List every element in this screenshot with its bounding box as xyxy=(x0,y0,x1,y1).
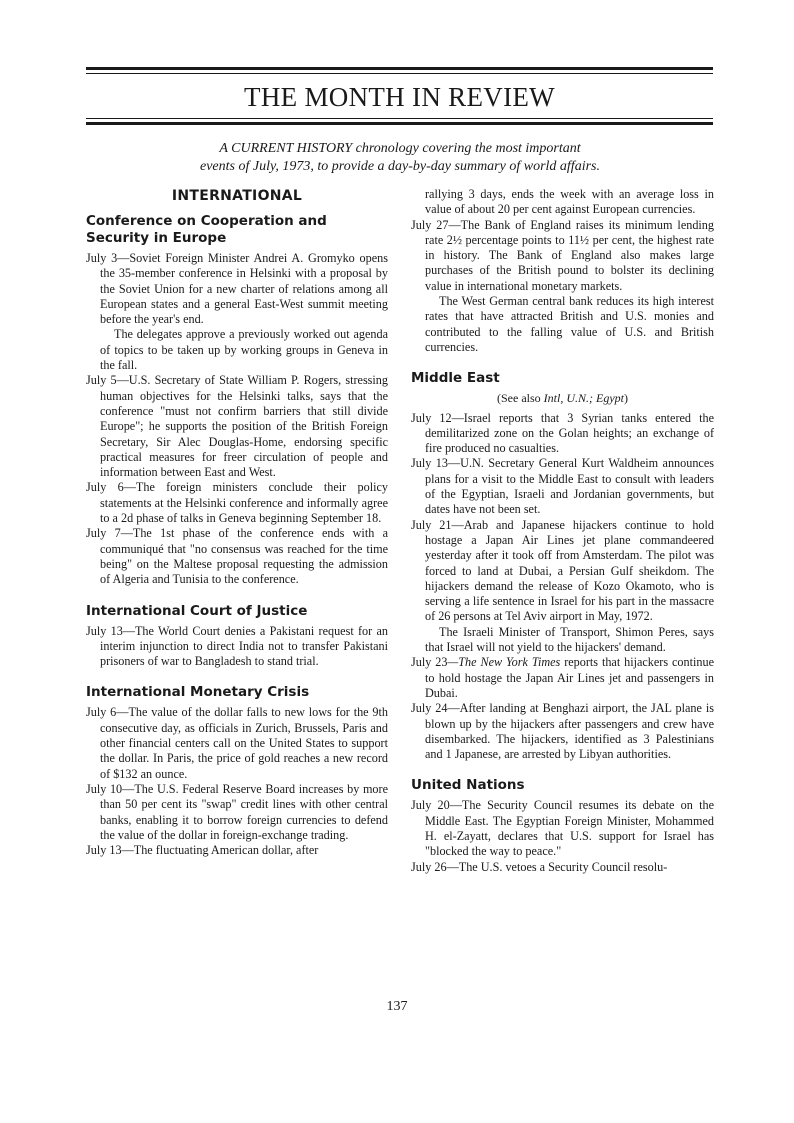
entry-date: July 12 xyxy=(411,410,452,425)
entry-middle-east-july-23 xyxy=(411,655,714,701)
entry-text: —U.S. Secretary of State William P. Rogers, stressing human objectives for the Helsinki talks, says that the conference "must not confirm barriers that still divide Europe"; he supports the position of the British Foreign Secretary, Sir Alec Douglas-Home, endorsing specific practical measures for freer circulation of people and information between East and West. xyxy=(100,373,388,480)
see-also-note xyxy=(411,391,714,406)
entry-monetary-july-6 xyxy=(86,705,388,781)
entry-date: July 27 xyxy=(411,217,449,232)
entry-text: —The World Court denies a Pakistani request for an interim injunction to direct India not to transfer Pakistani prisoners of war to Bangladesh to stand trial. xyxy=(100,623,388,669)
section-title-international: INTERNATIONAL xyxy=(171,188,303,204)
page-number: 137 xyxy=(386,999,408,1014)
entry-text: reports that hijackers continue to hold hostage the Japan Air Lines jet and passengers in Dubai. xyxy=(425,655,714,700)
heading-court: International Court of Justice xyxy=(86,602,308,619)
entry-text: —After landing at Benghazi airport, the JAL plane is blown up by the hijackers after passengers and crew have disembarked. The hijackers, identified as 3 Palestinians and 1 Japanese, are arrested by Libyan authorities. xyxy=(425,701,714,762)
entry-conference-july-6 xyxy=(86,480,388,526)
entry-monetary-july-13 xyxy=(86,843,388,858)
entry-text: —Israel reports that 3 Syrian tanks entered the demilitarized zone on the Golan heights; an exchange of fire produced no casualties. xyxy=(425,410,714,456)
entry-un-july-26 xyxy=(411,860,714,875)
entry-text: —Arab and Japanese hijackers continue to hold hostage a Japan Air Lines jet plane commandeered yesterday after it took off from Amsterdam. The pilot was forced to land at Dubai, a Persian Gulf sheikdom. The hijackers demand the release of Kozo Okamoto, who is serving a life sentence in Israel for his part in the massacre of 26 persons at Tel Aviv airport in May, 1972. xyxy=(425,517,714,624)
entry-text: —The Security Council resumes its debate on the Middle East. The Egyptian Foreign Minister, Mohammed H. el-Zayatt, declares that U.S. support for Israel has "blocked the way to peace." xyxy=(425,798,714,859)
entry-conference-july-3 xyxy=(86,251,388,327)
entry-text: —The foreign ministers conclude their policy statements at the Helsinki conference and informally agree to a 2d phase of talks in Geneva beginning September 18. xyxy=(100,480,388,526)
heading-conference: Conference on Cooperation and Security in Europe xyxy=(86,213,327,246)
entry-middle-east-july-21-continued: The Israeli Minister of Transport, Shimon Peres, says that Israel will not yield to the hijackers' demand. xyxy=(425,624,714,655)
entry-text: —The value of the dollar falls to new lows for the 9th consecutive day, as officials in Zurich, Brussels, Paris and other financial centers call on the United States to support the dollar. In Paris, the price of gold reaches a new record of $132 an ounce. xyxy=(100,705,388,781)
entry-conference-july-3-continued: The delegates approve a previously worked out agenda of topics to be taken up by working groups in Geneva in the fall. xyxy=(100,327,388,373)
left-column xyxy=(86,187,388,858)
entry-date: July 5 xyxy=(86,373,117,388)
entry-date: July 7 xyxy=(86,526,121,541)
entry-date: July 10 xyxy=(86,781,123,796)
entry-text: —The fluctuating American dollar, after xyxy=(121,843,319,858)
right-column xyxy=(411,187,714,875)
top-rule-thin xyxy=(86,73,713,74)
entry-date: July 6 xyxy=(86,705,117,720)
subtitle xyxy=(130,140,670,176)
entry-conference-july-7 xyxy=(86,526,388,587)
entry-text: —The U.S. vetoes a Security Council resolu- xyxy=(446,859,668,874)
entry-date: July 26 xyxy=(411,859,447,874)
entry-text: —U.N. Secretary General Kurt Waldheim announces plans for a visit to the Middle East to consult with leaders of the Egyptian, Israeli and Jordanian governments, but dates have not been set. xyxy=(425,456,714,517)
entry-date: July 20 xyxy=(411,798,450,813)
entry-text: —The Bank of England raises its minimum lending rate 2½ percentage points to 11½ per cent, the highest rate in history. The Bank of England also makes large purchases of the British pound to bolster its declining value in international monetary markets. xyxy=(425,217,714,293)
entry-monetary-july-27-continued: The West German central bank reduces its high interest rates that have attracted British and U.S. monies and contributed to the falling value of U.S. and British currencies. xyxy=(425,294,714,354)
page-title: THE MONTH IN REVIEW xyxy=(244,82,555,112)
publication-name: —The New York Times xyxy=(447,655,561,670)
entry-date: July 13 xyxy=(411,456,448,471)
heading-middle-east: Middle East xyxy=(411,370,500,387)
heading-monetary: International Monetary Crisis xyxy=(86,684,310,701)
entry-middle-east-july-13 xyxy=(411,456,714,517)
entry-date: July 13 xyxy=(86,843,122,858)
entry-date: July 24 xyxy=(411,701,448,716)
entry-date: July 23 xyxy=(411,655,448,670)
entry-monetary-continued: rallying 3 days, ends the week with an average loss in value of about 20 per cent against European currencies. xyxy=(425,187,714,217)
see-also-suffix: ) xyxy=(623,391,628,406)
entry-middle-east-july-12 xyxy=(411,411,714,457)
entry-text: —The U.S. Federal Reserve Board increases by more than 50 per cent its "swap" credit lines with other central banks, enabling it to borrow foreign currencies to defend the value of the dollar in foreign-exchange trading. xyxy=(100,781,388,842)
entry-date: July 3 xyxy=(86,251,118,265)
entry-monetary-july-27 xyxy=(411,218,714,294)
subtitle-line-2: events of July, 1973, to provide a day-by-day summary of world affairs. xyxy=(200,159,600,174)
entry-un-july-20 xyxy=(411,798,714,859)
entry-date: July 13 xyxy=(86,623,123,638)
subtitle-line-1: A CURRENT HISTORY chronology covering the most important xyxy=(219,141,581,156)
entry-middle-east-july-24 xyxy=(411,701,714,762)
entry-court-july-13 xyxy=(86,624,388,670)
heading-united-nations: United Nations xyxy=(411,777,525,794)
entry-monetary-july-10 xyxy=(86,782,388,843)
entry-text: —The 1st phase of the conference ends with a communiqué that "no consensus was reached for the time being" on the Maltese proposal requesting the admission of Algeria and Tunisia to the conference. xyxy=(100,526,388,587)
masthead-rule-thin xyxy=(86,118,713,119)
entry-text: —Soviet Foreign Minister Andrei A. Gromyko opens the 35-member conference in Helsinki with a proposal by the Soviet Union for a new charter of relations among all European states and a general East-West summit meeting before the year's end. xyxy=(100,251,388,327)
entry-conference-july-5 xyxy=(86,373,388,480)
masthead-rule-thick xyxy=(86,122,713,125)
entry-date: July 6 xyxy=(86,480,124,495)
top-rule-thick xyxy=(86,67,713,70)
entry-date: July 21 xyxy=(411,517,452,532)
entry-middle-east-july-21 xyxy=(411,518,714,625)
see-also-prefix: (See also xyxy=(497,391,544,406)
see-also-refs: Intl, U.N.; Egypt xyxy=(543,391,624,406)
